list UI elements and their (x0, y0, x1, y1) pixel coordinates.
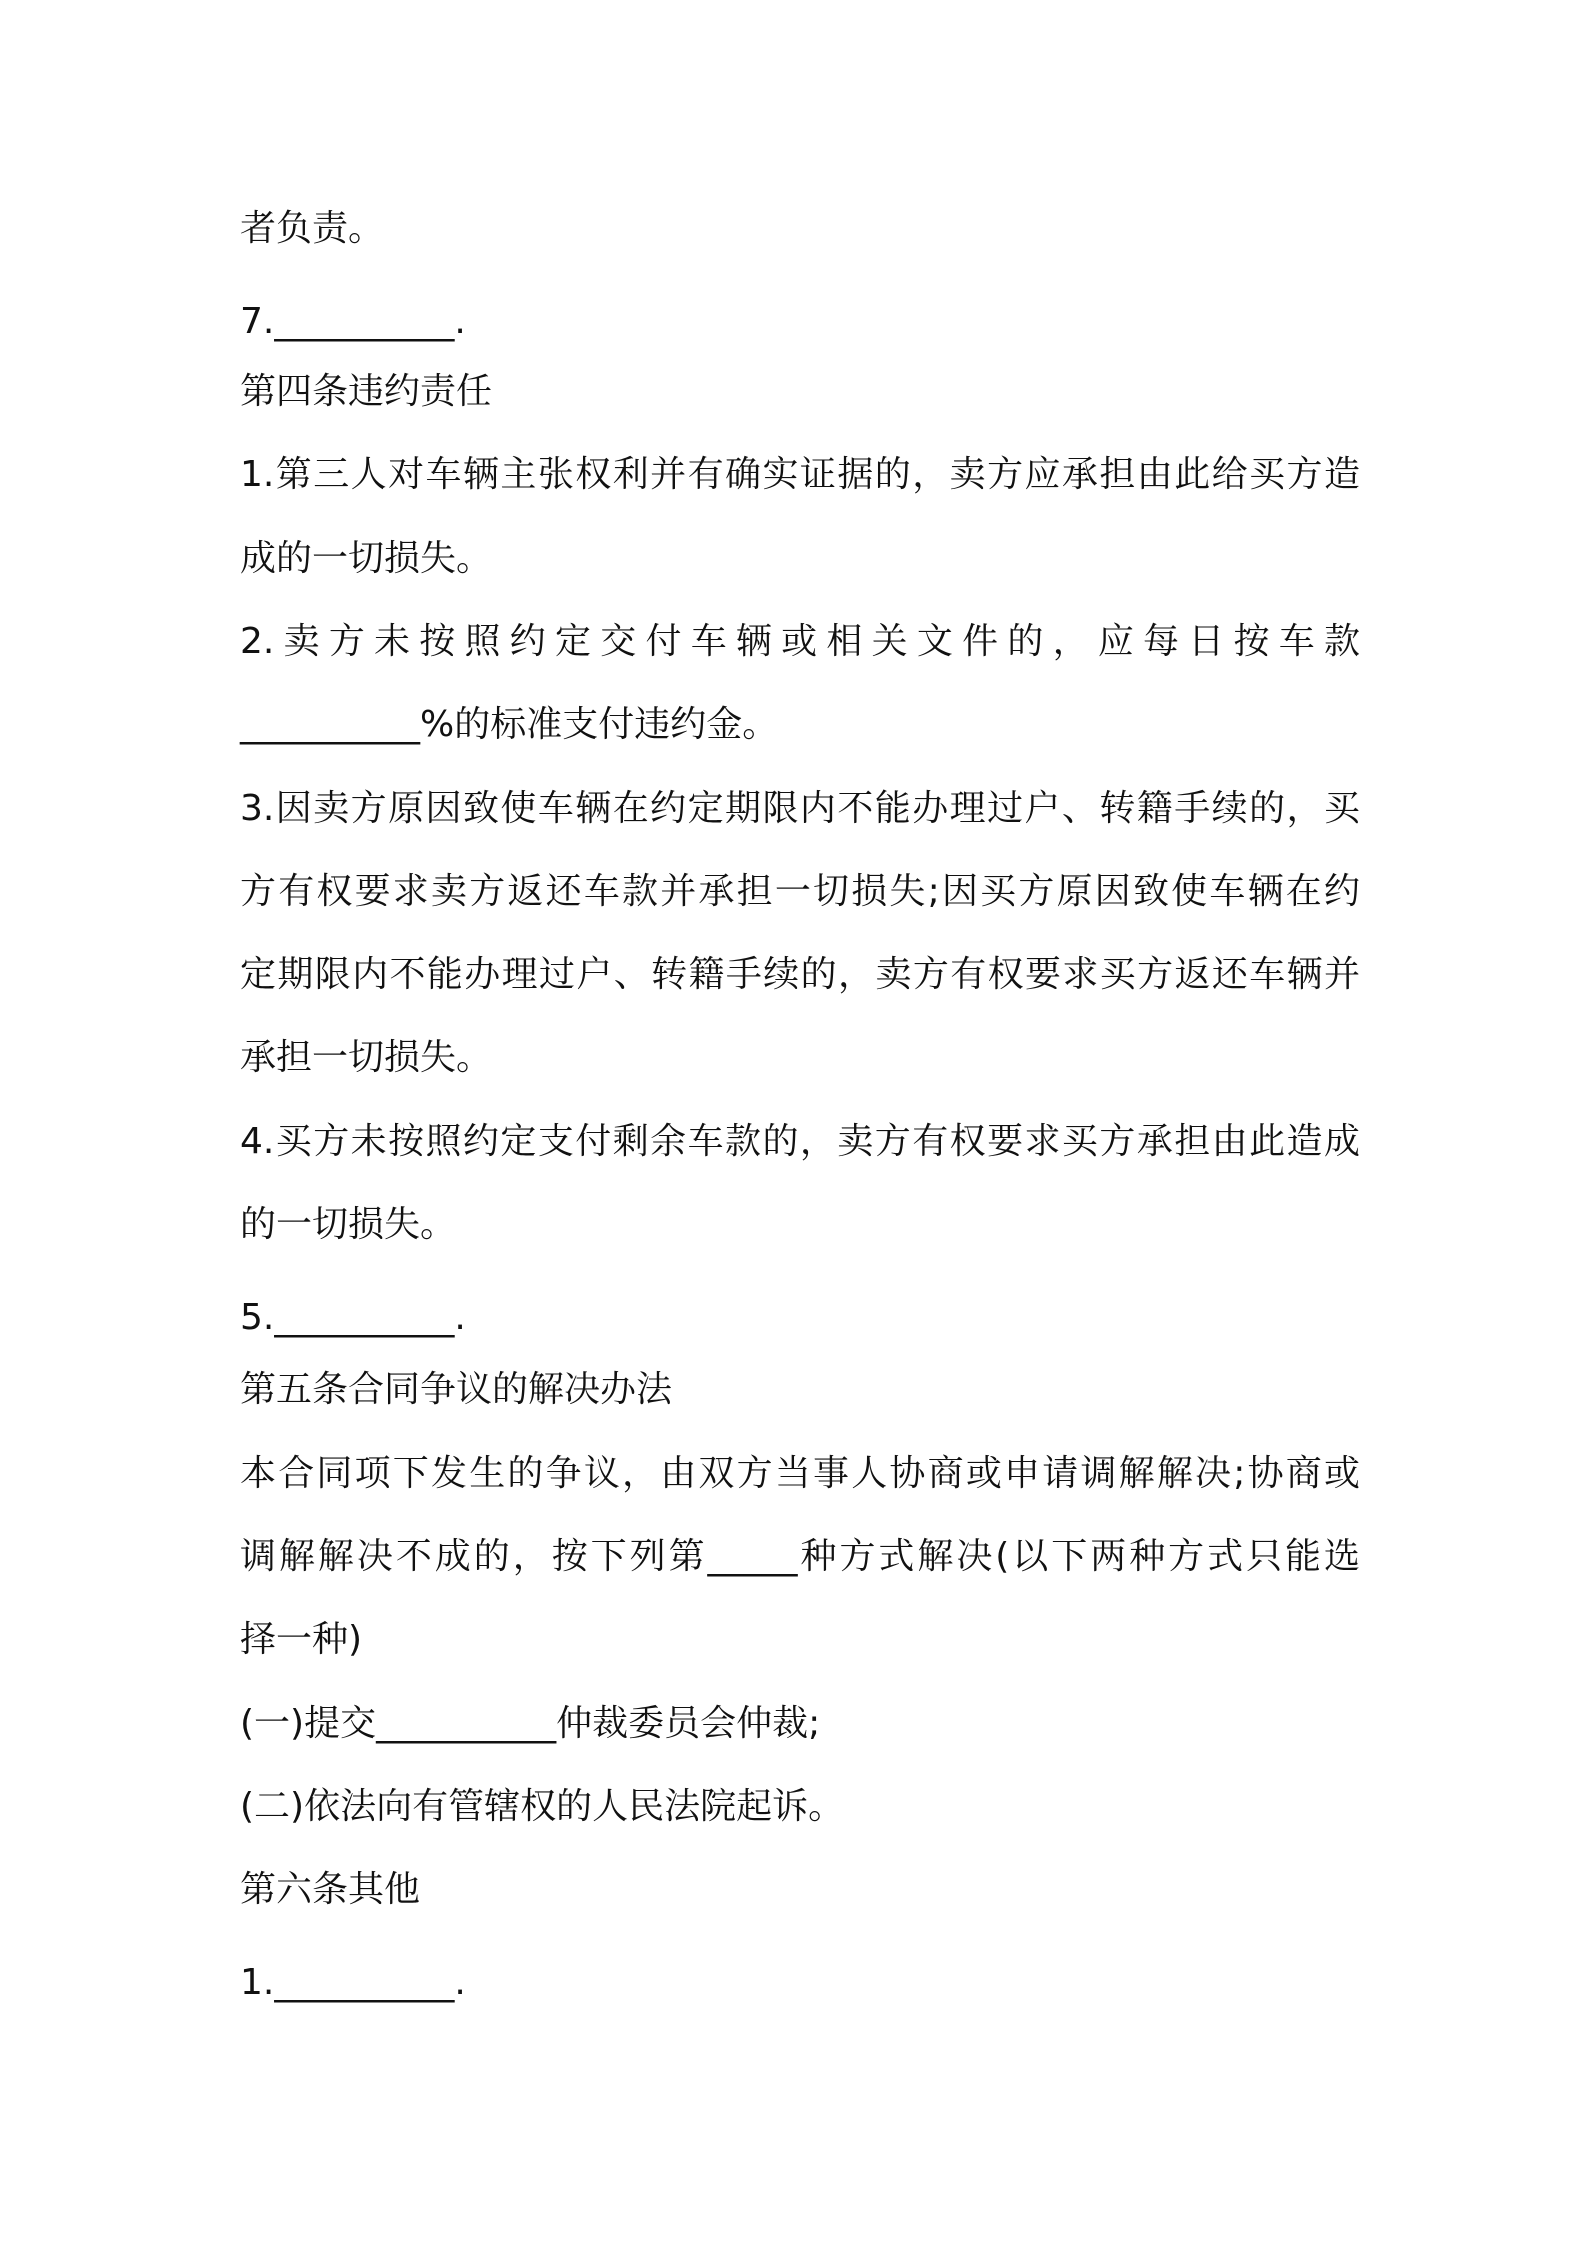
text-line: 3.因卖方原因致使车辆在约定期限内不能办理过户、转籍手续的，买 (240, 788, 1360, 829)
text-line: 方有权要求卖方返还车款并承担一切损失;因买方原因致使车辆在约 (240, 871, 1360, 912)
text-line: 承担一切损失。 (240, 1037, 493, 1078)
text-line: (一)提交__________仲裁委员会仲裁; (240, 1703, 821, 1744)
text-line: 定期限内不能办理过户、转籍手续的，卖方有权要求买方返还车辆并 (240, 954, 1360, 995)
text-line: 7.__________. (240, 301, 466, 342)
text-line: 2.卖方未按照约定交付车辆或相关文件的，应每日按车款 (240, 621, 1360, 662)
text-line: (二)依法向有管辖权的人民法院起诉。 (240, 1786, 845, 1827)
text-line: 本合同项下发生的争议，由双方当事人协商或申请调解解决;协商或 (240, 1453, 1360, 1494)
section-heading: 第四条违约责任 (240, 371, 493, 412)
text-line: 成的一切损失。 (240, 538, 493, 579)
text-line: 调解解决不成的，按下列第_____种方式解决(以下两种方式只能选 (240, 1536, 1360, 1577)
text-line: 4.买方未按照约定支付剩余车款的，卖方有权要求买方承担由此造成 (240, 1121, 1360, 1162)
section-heading: 第五条合同争议的解决办法 (240, 1369, 673, 1410)
text-line: 者负责。 (240, 208, 385, 249)
text-line: 择一种) (240, 1619, 363, 1660)
text-line: 5.__________. (240, 1297, 466, 1338)
text-line: 的一切损失。 (240, 1204, 457, 1245)
text-line: 1.第三人对车辆主张权利并有确实证据的，卖方应承担由此给买方造 (240, 454, 1360, 495)
section-heading: 第六条其他 (240, 1869, 421, 1910)
text-line: __________%的标准支付违约金。 (240, 704, 779, 745)
text-line: 1.__________. (240, 1962, 466, 2003)
